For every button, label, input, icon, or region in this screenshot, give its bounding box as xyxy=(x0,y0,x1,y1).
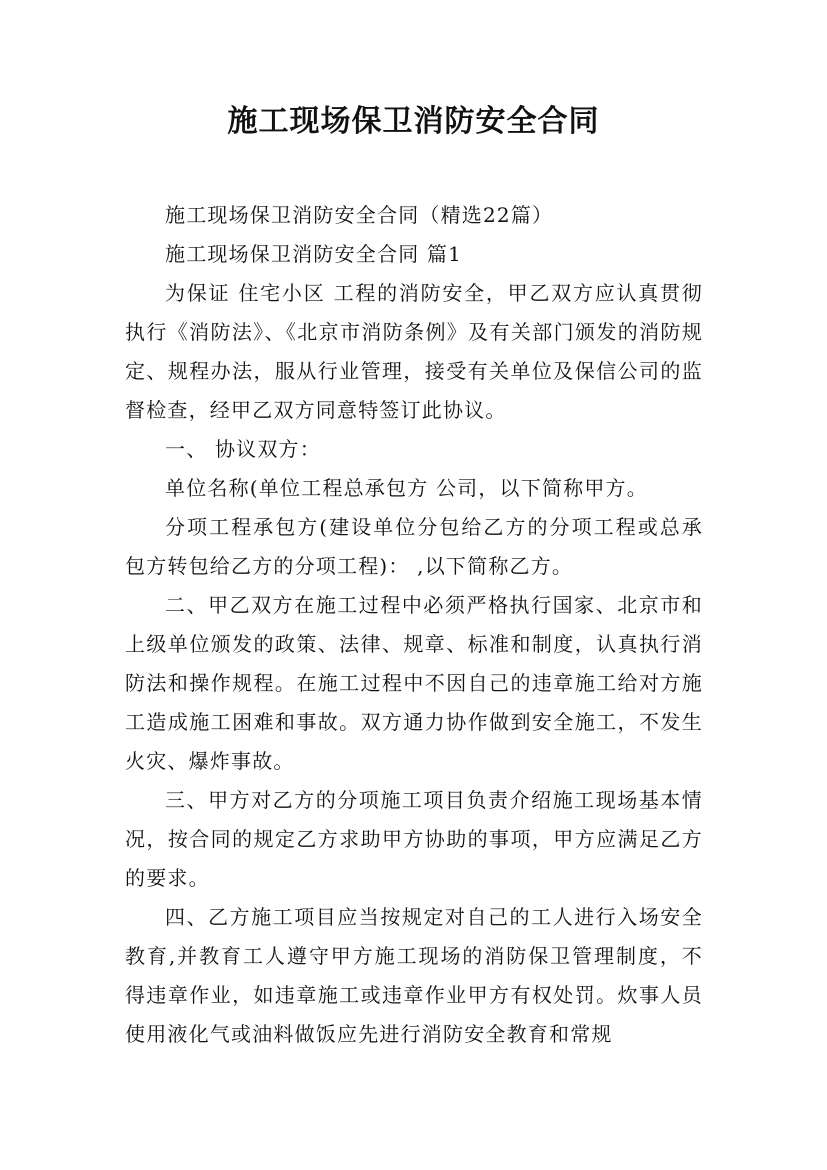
document-title: 施工现场保卫消防安全合同 xyxy=(227,104,600,139)
paragraph-clause-3: 三、甲方对乙方的分项施工项目负责介绍施工现场基本情况，按合同的规定乙方求助甲方协助的事项，甲方应满足乙方的要求。 xyxy=(125,788,703,890)
paragraph-clause-4: 四、乙方施工项目应当按规定对自己的工人进行入场安全教育,并教育工人遵守甲方施工现场的消防保卫管理制度，不得违章作业，如违章施工或违章作业甲方有权处罚。炊事人员使用液化气或油料做饭应先进行消防安全教育和常规 xyxy=(125,905,703,1046)
paragraph-clause-1-heading: 一、 协议双方： xyxy=(165,437,321,461)
document-body xyxy=(125,196,703,1054)
paragraph-section-heading: 施工现场保卫消防安全合同 篇1 xyxy=(165,242,463,266)
paragraph-clause-2: 二、甲乙双方在施工过程中必须严格执行国家、北京市和上级单位颁发的政策、法律、规章、标准和制度，认真执行消防法和操作规程。在施工过程中不因自己的违章施工给对方施工造成施工困难和事故。双方通力协作做到安全施工，不发生火灾、爆炸事故。 xyxy=(125,593,703,773)
paragraph-subtitle: 施工现场保卫消防安全合同（精选22篇） xyxy=(165,203,554,227)
paragraph-party-a: 单位名称(单位工程总承包方 公司，以下简称甲方。 xyxy=(165,476,648,500)
paragraph-party-b: 分项工程承包方(建设单位分包给乙方的分项工程或总承包方转包给乙方的分项工程)： ,以下简称乙方。 xyxy=(125,515,703,578)
paragraph-intro: 为保证 住宅小区 工程的消防安全，甲乙双方应认真贯彻执行《消防法》、《北京市消防条例》及有关部门颁发的消防规定、规程办法，服从行业管理，接受有关单位及保信公司的监督检查，经甲乙双方同意特签订此协议。 xyxy=(125,281,703,422)
